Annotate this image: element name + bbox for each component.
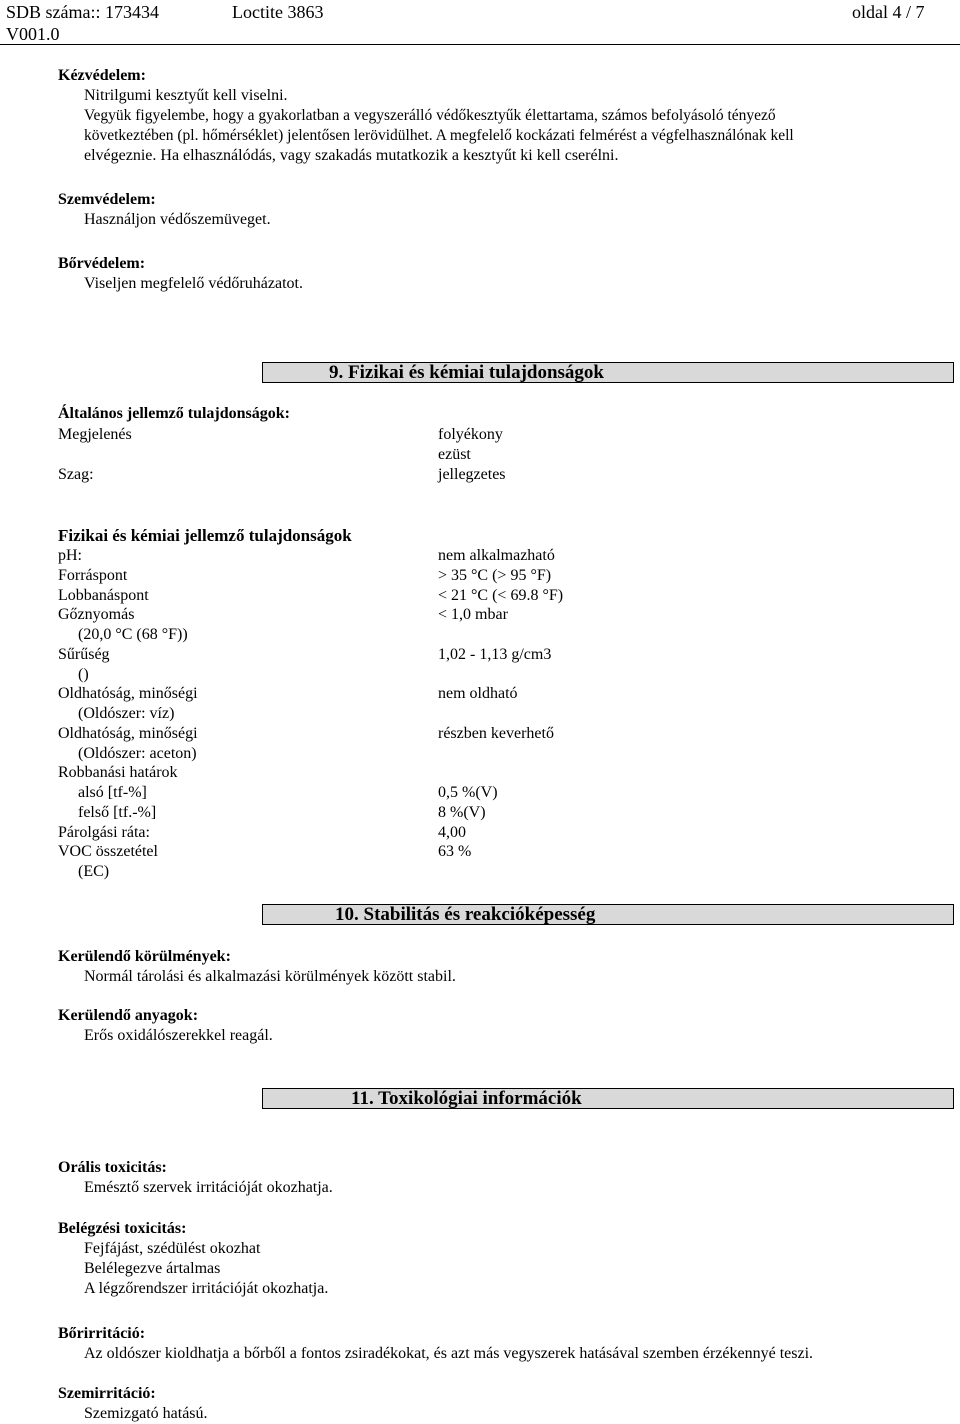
property-label: (20,0 °C (68 °F)) [78, 626, 188, 643]
property-label: pH: [58, 547, 82, 564]
eye-protection-title: Szemvédelem: [58, 191, 156, 208]
property-value: 1,02 - 1,13 g/cm3 [438, 646, 552, 663]
property-label: Robbanási határok [58, 764, 178, 781]
property-label: Sűrűség [58, 646, 110, 663]
hand-protection-line: elvégeznie. Ha elhasználódás, vagy szakadás mutatkozik a kesztyűt ki kell cserélni. [84, 147, 619, 164]
property-label: (Oldószer: aceton) [78, 745, 197, 762]
property-label: alsó [tf-%] [78, 784, 147, 801]
property-value: 0,5 %(V) [438, 784, 498, 801]
product-name: Loctite 3863 [232, 2, 324, 22]
odor-value: jellegzetes [438, 466, 506, 483]
materials-to-avoid-title: Kerülendő anyagok: [58, 1007, 199, 1024]
version: V001.0 [6, 24, 60, 44]
materials-to-avoid-text: Erős oxidálószerekkel reagál. [84, 1027, 273, 1044]
property-value: 63 % [438, 843, 472, 860]
header-divider [0, 44, 960, 45]
eye-protection-text: Használjon védőszemüveget. [84, 211, 271, 228]
oral-toxicity-text: Emésztő szervek irritációját okozhatja. [84, 1179, 333, 1196]
property-label: Oldhatóság, minőségi [58, 685, 198, 702]
hand-protection-title: Kézvédelem: [58, 67, 146, 84]
section-11-title: 11. Toxikológiai információk [351, 1088, 582, 1109]
section-11-header [262, 1088, 954, 1109]
hand-protection-line: Nitrilgumi kesztyűt kell viselni. [84, 87, 288, 104]
property-label: Gőznyomás [58, 606, 135, 623]
property-label: () [78, 666, 89, 683]
properties-title: Fizikai és kémiai jellemző tulajdonságok [58, 526, 352, 545]
hand-protection-line: következtében (pl. hőmérséklet) jelentősen lerövidülhet. A megfelelő kockázati felmérést a végfelhasználónak kell [84, 127, 794, 144]
inhalation-toxicity-line: Belélegezve ártalmas [84, 1260, 221, 1277]
section-9-title: 9. Fizikai és kémiai tulajdonságok [329, 362, 604, 383]
oral-toxicity-title: Orális toxicitás: [58, 1159, 167, 1176]
inhalation-toxicity-line: Fejfájást, szédülést okozhat [84, 1240, 261, 1257]
inhalation-toxicity-line: A légzőrendszer irritációját okozhatja. [84, 1280, 329, 1297]
section-10-header [262, 904, 954, 925]
property-value: < 1,0 mbar [438, 606, 508, 623]
property-label: VOC összetétel [58, 843, 158, 860]
skin-irritation-text: Az oldószer kioldhatja a bőrből a fontos zsiradékokat, és azt más vegyszerek hatásával szemben érzékennyé teszi. [84, 1345, 814, 1362]
eye-irritation-text: Szemizgató hatású. [84, 1405, 208, 1422]
conditions-to-avoid-text: Normál tárolási és alkalmazási körülmények között stabil. [84, 968, 456, 985]
appearance-color: ezüst [438, 446, 471, 463]
odor-label: Szag: [58, 466, 94, 483]
section-9-header [262, 362, 954, 383]
skin-protection-title: Bőrvédelem: [58, 255, 146, 272]
property-label: Forráspont [58, 567, 128, 584]
sds-number: SDB száma:: 173434 [6, 2, 159, 22]
property-value: < 21 °C (< 69.8 °F) [438, 587, 564, 604]
general-properties-title: Általános jellemző tulajdonságok: [58, 405, 290, 422]
conditions-to-avoid-title: Kerülendő körülmények: [58, 948, 231, 965]
property-label: (Oldószer: víz) [78, 705, 175, 722]
appearance-label: Megjelenés [58, 426, 132, 443]
property-value: > 35 °C (> 95 °F) [438, 567, 552, 584]
property-label: felső [tf.-%] [78, 804, 157, 821]
property-value: részben keverhető [438, 725, 554, 742]
eye-irritation-title: Szemirritáció: [58, 1385, 156, 1402]
property-label: Lobbanáspont [58, 587, 149, 604]
skin-irritation-title: Bőrirritáció: [58, 1325, 146, 1342]
appearance-value: folyékony [438, 426, 503, 443]
property-label: Oldhatóság, minőségi [58, 725, 198, 742]
property-label: (EC) [78, 863, 110, 880]
property-value: nem alkalmazható [438, 547, 555, 564]
property-value: 4,00 [438, 824, 466, 841]
page-number: oldal 4 / 7 [852, 2, 925, 22]
property-label: Párolgási ráta: [58, 824, 150, 841]
inhalation-toxicity-title: Belégzési toxicitás: [58, 1220, 187, 1237]
hand-protection-line: Vegyük figyelembe, hogy a gyakorlatban a vegyszerálló védőkesztyűk élettartama, számos befolyásoló tényező [84, 107, 776, 124]
property-value: 8 %(V) [438, 804, 486, 821]
section-10-title: 10. Stabilitás és reakcióképesség [335, 904, 596, 925]
skin-protection-text: Viseljen megfelelő védőruházatot. [84, 275, 303, 292]
property-value: nem oldható [438, 685, 518, 702]
